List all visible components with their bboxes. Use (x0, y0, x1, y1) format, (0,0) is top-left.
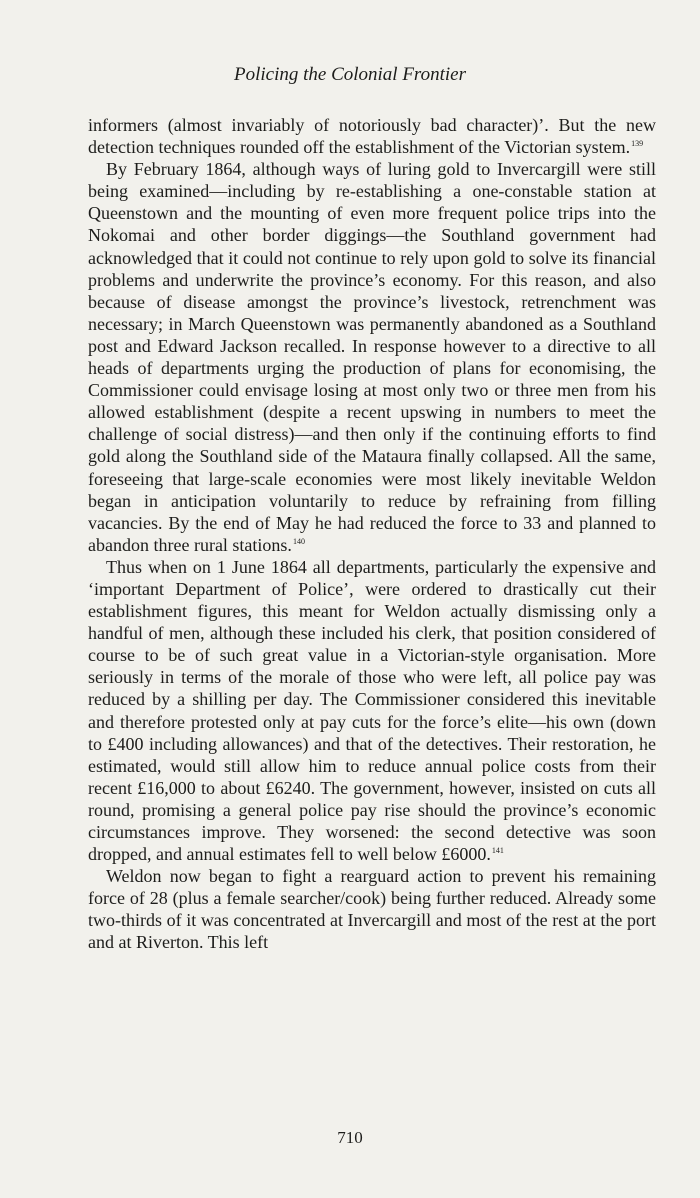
body-text (88, 114, 656, 954)
paragraph-text: informers (almost invariably of notoriously bad character)’. But the new detection techniques rounded off the establishment of the Victorian system. (88, 115, 656, 158)
paragraph-text: Weldon now began to fight a rearguard action to prevent his remaining force of 28 (plus a female searcher/cook) being further reduced. Already some two-thirds of it was concentrated at Invercargill and most of the rest at the port and at Riverton. This left (88, 866, 656, 953)
paragraph (88, 114, 656, 158)
paragraph (88, 556, 656, 865)
paragraph-text: Thus when on 1 June 1864 all departments, particularly the expensive and ‘important Department of Police’, were ordered to drastically cut their establishment figures, this meant for Weldon actually dismissing only a handful of men, although these included his clerk, that position considered of course to be of such great value in a Victorian-style organisation. More seriously in terms of the morale of those who were left, all police pay was reduced by a shilling per day. The Commissioner considered this inevitable and therefore protested only at pay cuts for the force’s elite—his own (down to £400 including allowances) and that of the detectives. Their restoration, he estimated, would still allow him to reduce annual police costs from their recent £16,000 to about £6240. The government, however, insisted on cuts all round, promising a general police pay rise should the province’s economic circumstances improve. They worsened: the second detective was soon dropped, and annual estimates fell to well below £6000. (88, 556, 656, 865)
running-head: Policing the Colonial Frontier (233, 64, 467, 85)
footnote-marker: 139 (631, 139, 644, 149)
paragraph (88, 865, 656, 953)
page-number: 710 (337, 1128, 363, 1147)
paragraph-text: By February 1864, although ways of luring gold to Invercargill were still being examined—including by re-establishing a one-constable station at Queenstown and the mounting of even more frequent police trips into the Nokomai and other border diggings—the Southland government had acknowledged that it could not continue to rely upon gold to solve its financial problems and underwrite the province’s economy. For this reason, and also because of disease amongst the province’s livestock, retrenchment was necessary; in March Queenstown was permanently abandoned as a Southland post and Edward Jackson recalled. In response however to a directive to all heads of departments urging the production of plans for economising, the Commissioner could envisage losing at most only two or three men from his allowed establishment (despite a recent upswing in numbers to meet the challenge of social distress)—and then only if the continuing efforts to find gold along the Southland side of the Mataura finally collapsed. All the same, foreseeing that large-scale economies were most likely inevitable Weldon began in anticipation voluntarily to reduce by refraining from filling vacancies. By the end of May he had reduced the force to 33 and planned to abandon three rural stations. (88, 159, 656, 555)
footnote-marker: 140 (292, 536, 305, 546)
paragraph (88, 158, 656, 556)
footnote-marker: 141 (491, 846, 504, 856)
